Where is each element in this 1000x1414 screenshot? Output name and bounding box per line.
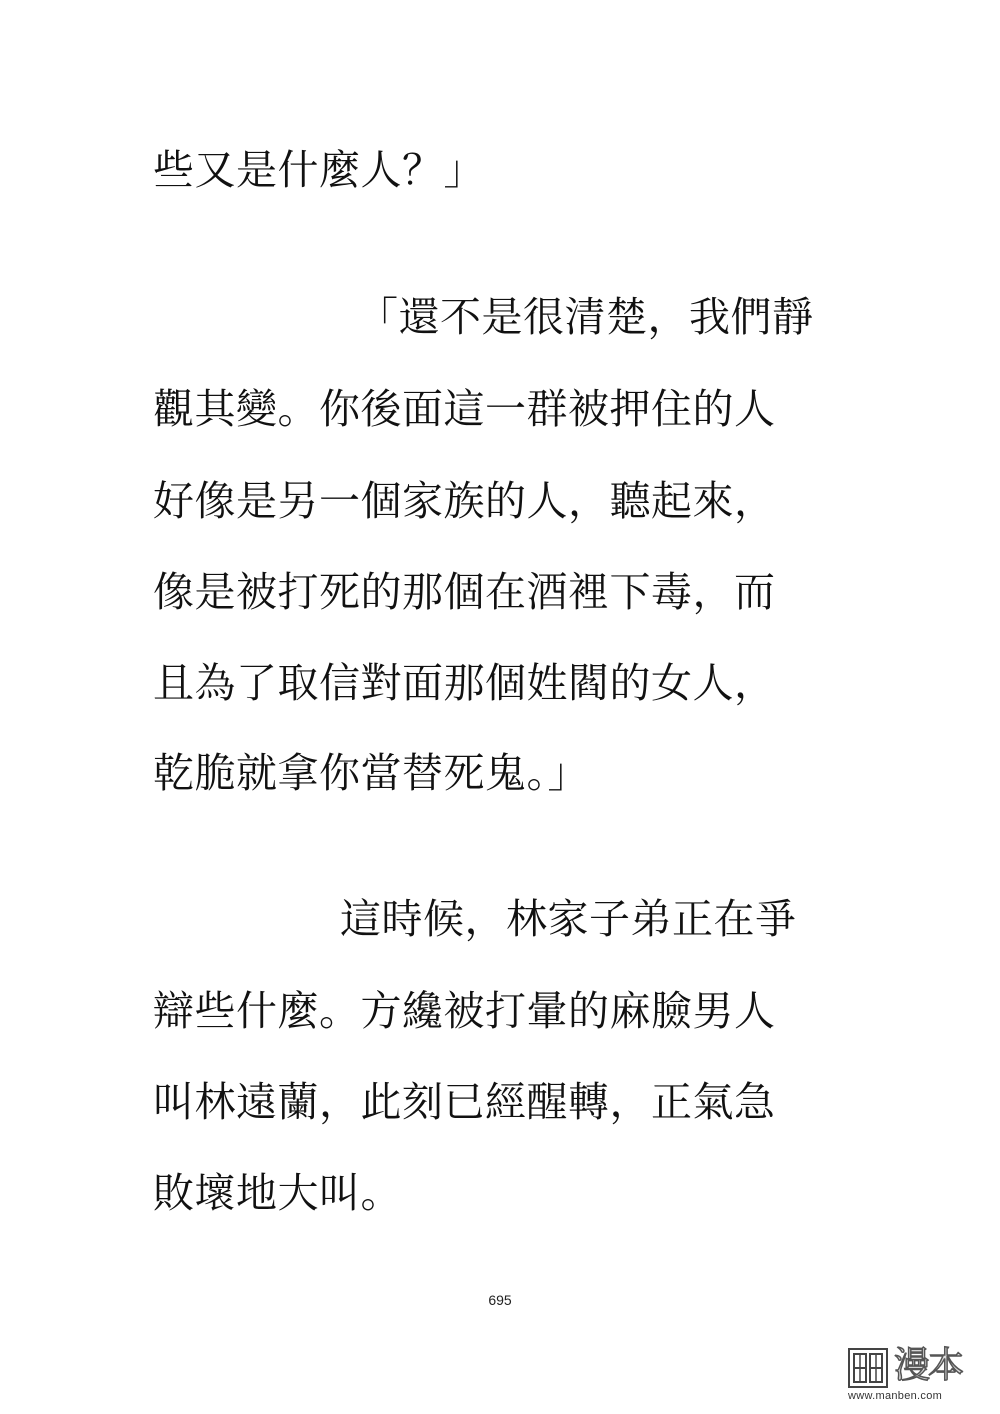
- page-number: 695: [488, 1292, 512, 1308]
- manben-logo-icon: [848, 1348, 888, 1388]
- watermark-url: www.manben.com: [848, 1390, 943, 1402]
- watermark-title: 漫本: [894, 1345, 963, 1386]
- text-line: 且為了取信對面那個姓閻的女人，: [153, 659, 776, 707]
- text-line: 些又是什麼人？」: [153, 146, 485, 194]
- watermark: [848, 1346, 988, 1406]
- text-line: 觀其變。你後面這一群被押住的人: [153, 385, 776, 433]
- text-line: 乾脆就拿你當替死鬼。」: [153, 749, 589, 797]
- text-line: 這時候，林家子弟正在爭: [340, 895, 797, 943]
- text-line: 敗壞地大叫。: [153, 1169, 402, 1217]
- text-line: 像是被打死的那個在酒裡下毒，而: [153, 568, 776, 616]
- text-line: 「還不是很清楚，我們靜: [357, 293, 814, 341]
- text-line: 叫林遠蘭，此刻已經醒轉，正氣急: [153, 1078, 776, 1126]
- text-line: 辯些什麼。方纔被打暈的麻臉男人: [153, 987, 776, 1035]
- text-line: 好像是另一個家族的人，聽起來，: [153, 477, 776, 525]
